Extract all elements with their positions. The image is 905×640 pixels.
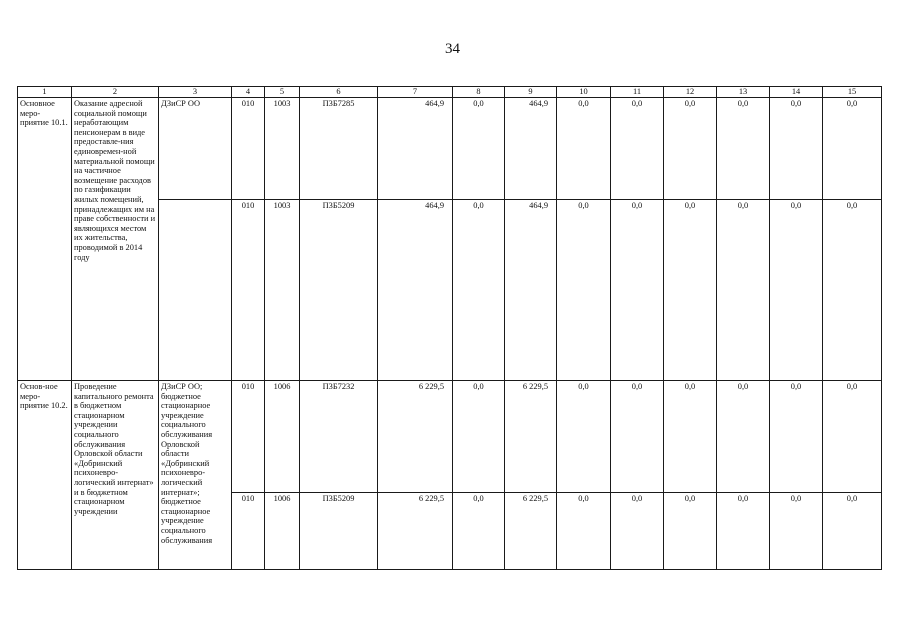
value-cell: 0,0 (823, 381, 882, 493)
table-row (18, 381, 882, 493)
value-cell: 0,0 (823, 98, 882, 200)
value-cell: 0,0 (823, 493, 882, 570)
value-cell: 0,0 (611, 493, 664, 570)
header-row (18, 87, 882, 98)
rzpr-cell: 1006 (265, 493, 300, 570)
value-cell: 0,0 (453, 98, 505, 200)
csr-cell: П3Б7232 (300, 381, 378, 493)
column-header: 3 (159, 87, 232, 98)
value-cell: 0,0 (611, 200, 664, 381)
description-cell: Проведение капитального ремонта в бюджетном стационарном учреждении социального обслуживания Орловской области «Добринский психоневро-логический интернат» и в бюджетном стационарном учреждении (72, 381, 159, 570)
column-header: 9 (505, 87, 557, 98)
column-header: 1 (18, 87, 72, 98)
page-number: 34 (445, 41, 460, 57)
event-cell: Основное меро-приятие 10.1. (18, 98, 72, 381)
value-cell: 0,0 (770, 381, 823, 493)
executor-cell (159, 200, 232, 381)
value-cell: 0,0 (770, 493, 823, 570)
column-header: 5 (265, 87, 300, 98)
budget-table (17, 86, 882, 570)
column-header: 14 (770, 87, 823, 98)
column-header: 11 (611, 87, 664, 98)
value-cell: 0,0 (453, 493, 505, 570)
value-cell: 0,0 (664, 381, 717, 493)
value-cell: 6 229,5 (378, 493, 453, 570)
value-cell: 6 229,5 (505, 381, 557, 493)
grbs-cell: 010 (232, 381, 265, 493)
grbs-cell: 010 (232, 98, 265, 200)
csr-cell: П3Б5209 (300, 200, 378, 381)
column-header: 4 (232, 87, 265, 98)
description-cell: Оказание адресной социальной помощи неработающим пенсионерам в виде предоставле-ния единовремен-ной материальной помощи на частичное возмещение расходов по газификации жилых помещений, принадлежащих им на праве собственности и являющихся местом их жительства, проводимой в 2014 году (72, 98, 159, 381)
column-header: 7 (378, 87, 453, 98)
column-header: 15 (823, 87, 882, 98)
value-cell: 0,0 (557, 381, 611, 493)
value-cell: 0,0 (611, 381, 664, 493)
rzpr-cell: 1006 (265, 381, 300, 493)
grbs-cell: 010 (232, 493, 265, 570)
rzpr-cell: 1003 (265, 98, 300, 200)
value-cell: 0,0 (717, 98, 770, 200)
value-cell: 0,0 (717, 493, 770, 570)
value-cell: 0,0 (611, 98, 664, 200)
column-header: 8 (453, 87, 505, 98)
csr-cell: П3Б7285 (300, 98, 378, 200)
column-header: 10 (557, 87, 611, 98)
executor-cell: ДЗиСР ОО; бюджетное стационарное учреждение социального обслуживания Орловской области «Добринский психоневро-логический интернат»; бюджетное стационарное учреждение социального обслуживания (159, 381, 232, 570)
value-cell: 0,0 (557, 493, 611, 570)
rzpr-cell: 1003 (265, 200, 300, 381)
column-header: 6 (300, 87, 378, 98)
column-header: 13 (717, 87, 770, 98)
value-cell: 0,0 (557, 98, 611, 200)
value-cell: 0,0 (823, 200, 882, 381)
value-cell: 0,0 (453, 381, 505, 493)
value-cell: 0,0 (557, 200, 611, 381)
value-cell: 6 229,5 (505, 493, 557, 570)
value-cell: 0,0 (453, 200, 505, 381)
value-cell: 0,0 (664, 98, 717, 200)
value-cell: 0,0 (717, 381, 770, 493)
table-row (18, 98, 882, 200)
event-cell: Основ-ное меро-приятие 10.2. (18, 381, 72, 570)
value-cell: 0,0 (717, 200, 770, 381)
value-cell: 464,9 (505, 200, 557, 381)
value-cell: 0,0 (770, 200, 823, 381)
value-cell: 464,9 (505, 98, 557, 200)
value-cell: 0,0 (770, 98, 823, 200)
value-cell: 0,0 (664, 493, 717, 570)
value-cell: 6 229,5 (378, 381, 453, 493)
executor-cell: ДЗиСР ОО (159, 98, 232, 200)
column-header: 12 (664, 87, 717, 98)
grbs-cell: 010 (232, 200, 265, 381)
csr-cell: П3Б5209 (300, 493, 378, 570)
value-cell: 464,9 (378, 200, 453, 381)
column-header: 2 (72, 87, 159, 98)
value-cell: 0,0 (664, 200, 717, 381)
value-cell: 464,9 (378, 98, 453, 200)
